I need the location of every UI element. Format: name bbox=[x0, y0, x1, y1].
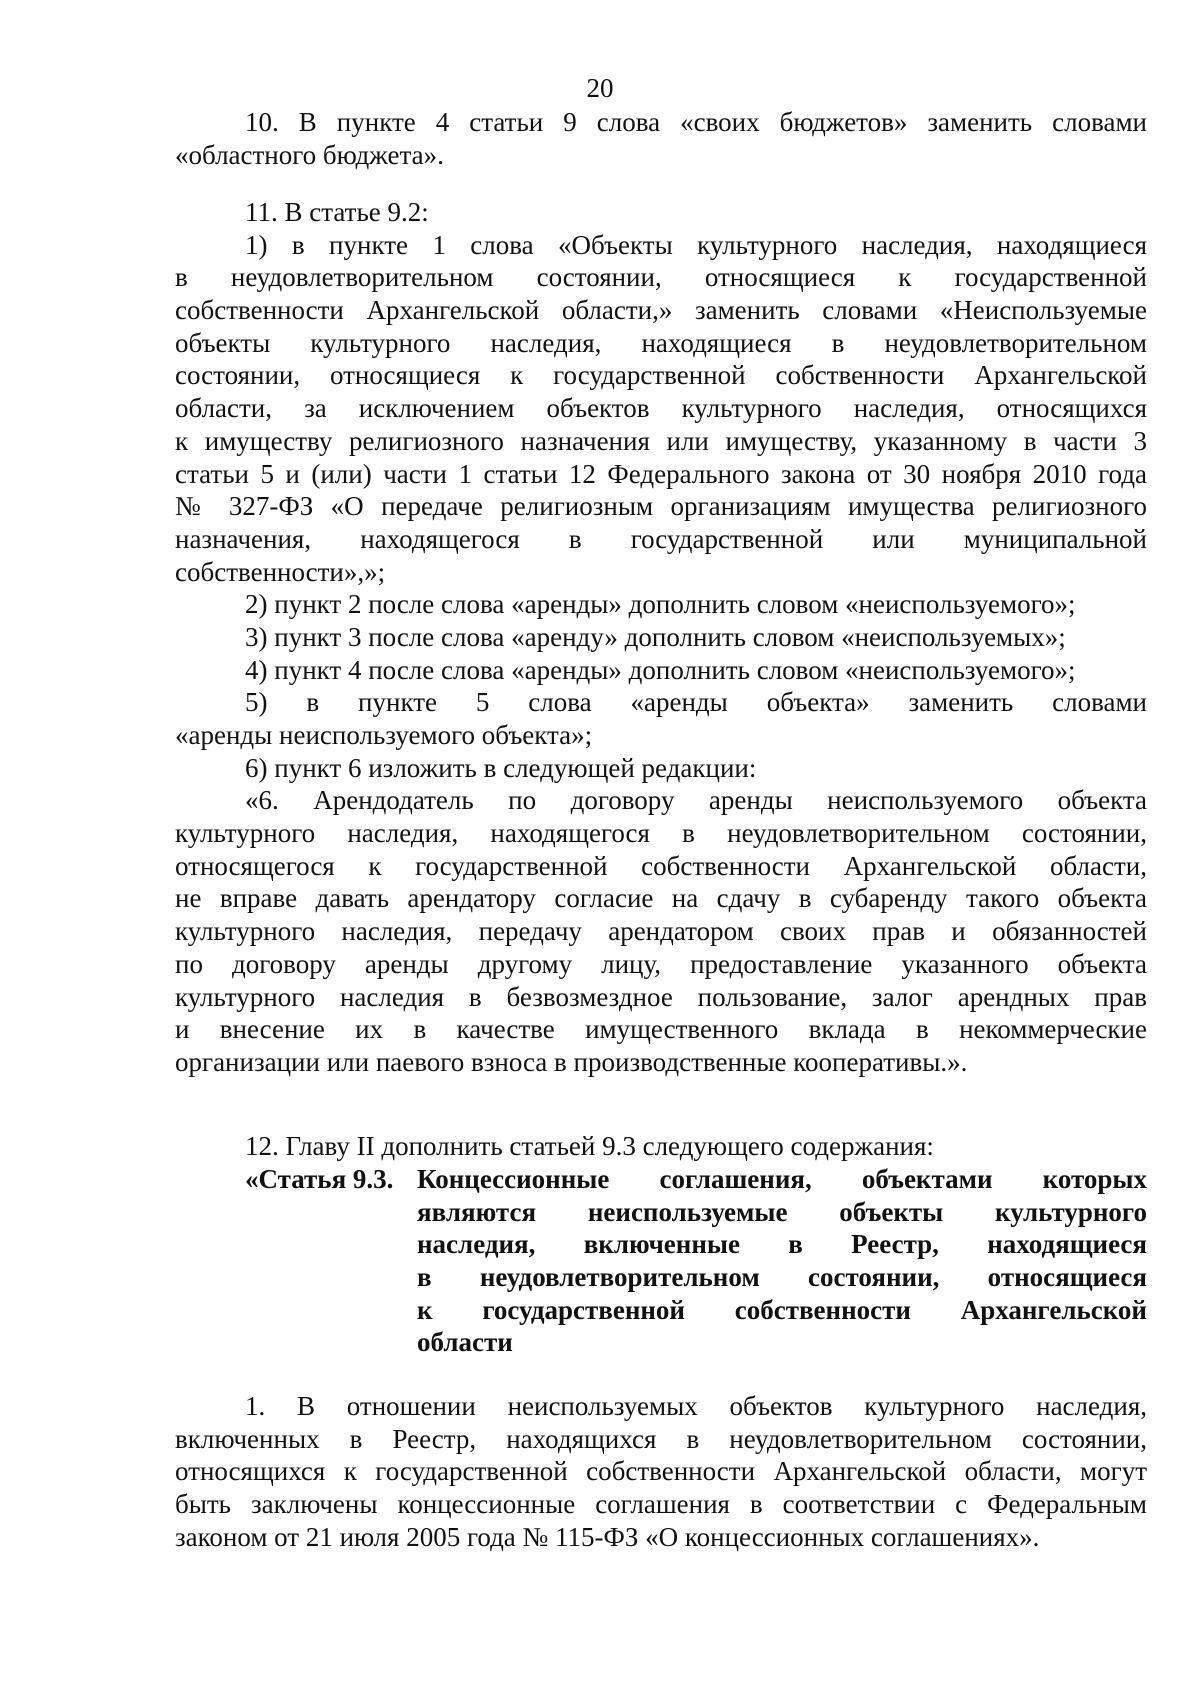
article-title-line: области bbox=[417, 1327, 513, 1358]
text-line: «областного бюджета». bbox=[175, 139, 444, 170]
text-line: «аренды неиспользуемого объекта»; bbox=[175, 720, 593, 750]
text-line: 5) в пункте 5 слова «аренды объекта» заменить словами bbox=[245, 687, 1147, 718]
text-line: 1. В отношении неиспользуемых объектов культурного наследия, bbox=[245, 1391, 1147, 1421]
text-line: собственности Архангельской области,» заменить словами «Неиспользуемые bbox=[175, 295, 1147, 326]
paragraph-11-title: 11. В статье 9.2: bbox=[245, 197, 429, 227]
paragraph-11 bbox=[175, 196, 1147, 1079]
text-line: 1) в пункте 1 слова «Объекты культурного наследия, находящиеся bbox=[245, 229, 1147, 260]
text-line: № 327-ФЗ «О передаче религиозным организациям имущества религиозного bbox=[175, 491, 1147, 522]
text-line: культурного наследия, находящегося в неудовлетворительном состоянии, bbox=[175, 818, 1147, 849]
text-line: к имуществу религиозного назначения или имуществу, указанному в части 3 bbox=[175, 425, 1147, 456]
article-number: «Статья 9.3. bbox=[245, 1164, 394, 1194]
text-line: в неудовлетворительном состоянии, относящиеся к государственной bbox=[175, 262, 1147, 293]
article-item-1 bbox=[175, 1390, 1147, 1553]
article-title-line: Концессионные соглашения, объектами которых bbox=[417, 1164, 1147, 1194]
paragraph-12 bbox=[175, 1130, 1147, 1163]
text-line: объекты культурного наследия, находящиеся в неудовлетворительном bbox=[175, 327, 1147, 358]
text-line: 2) пункт 2 после слова «аренды» дополнить словом «неиспользуемого»; bbox=[245, 589, 1076, 620]
text-line: 3) пункт 3 после слова «аренду» дополнить словом «неиспользуемых»; bbox=[245, 621, 1066, 652]
text-line: 4) пункт 4 после слова «аренды» дополнить словом «неиспользуемого»; bbox=[245, 654, 1076, 685]
article-title-line: в неудовлетворительном состоянии, относящиеся bbox=[417, 1262, 1147, 1293]
text-line: собственности»,»; bbox=[175, 556, 386, 587]
text-line: статьи 5 и (или) части 1 статьи 12 Федерального закона от 30 ноября 2010 года bbox=[175, 458, 1147, 489]
text-line: назначения, находящегося в государственной или муниципальной bbox=[175, 523, 1147, 554]
text-line: области, за исключением объектов культурного наследия, относящихся bbox=[175, 393, 1147, 424]
text-line: включенных в Реестр, находящихся в неудовлетворительном состоянии, bbox=[175, 1423, 1147, 1454]
text-line: по договору аренды другому лицу, предоставление указанного объекта bbox=[175, 948, 1147, 979]
text-line: «6. Арендодатель по договору аренды неиспользуемого объекта bbox=[245, 785, 1147, 816]
article-title-line: являются неиспользуемые объекты культурного bbox=[417, 1196, 1147, 1227]
text-line: и внесение их в качестве имущественного вклада в некоммерческие bbox=[175, 1014, 1147, 1045]
text-line: 10. В пункте 4 статьи 9 слова «своих бюджетов» заменить словами bbox=[245, 107, 1147, 137]
text-line: культурного наследия в безвозмездное пользование, залог арендных прав bbox=[175, 981, 1147, 1012]
paragraph-12-title: 12. Главу II дополнить статьей 9.3 следующего содержания: bbox=[245, 1131, 934, 1161]
text-line: культурного наследия, передачу арендатором своих прав и обязанностей bbox=[175, 916, 1147, 947]
text-line: организации или паевого взноса в производственные кооперативы.». bbox=[175, 1046, 968, 1077]
text-line: 6) пункт 6 изложить в следующей редакции: bbox=[245, 752, 757, 783]
page-number: 20 bbox=[586, 73, 614, 103]
article-heading-first-line bbox=[245, 1163, 1147, 1196]
article-title-line: наследия, включенные в Реестр, находящиеся bbox=[417, 1229, 1147, 1260]
text-line: быть заключены концессионные соглашения в соответствии с Федеральным bbox=[175, 1489, 1147, 1520]
text-line: не вправе давать арендатору согласие на сдачу в субаренду такого объекта bbox=[175, 883, 1147, 914]
paragraph-10 bbox=[175, 106, 1147, 171]
text-line: относящегося к государственной собственности Архангельской области, bbox=[175, 850, 1147, 881]
text-line: относящихся к государственной собственности Архангельской области, могут bbox=[175, 1456, 1147, 1487]
article-heading bbox=[245, 1163, 1147, 1359]
text-line: законом от 21 июля 2005 года № 115-ФЗ «О концессионных соглашениях». bbox=[175, 1521, 1040, 1552]
article-title-line: к государственной собственности Архангельской bbox=[417, 1294, 1147, 1325]
text-line: состоянии, относящиеся к государственной собственности Архангельской bbox=[175, 360, 1147, 391]
